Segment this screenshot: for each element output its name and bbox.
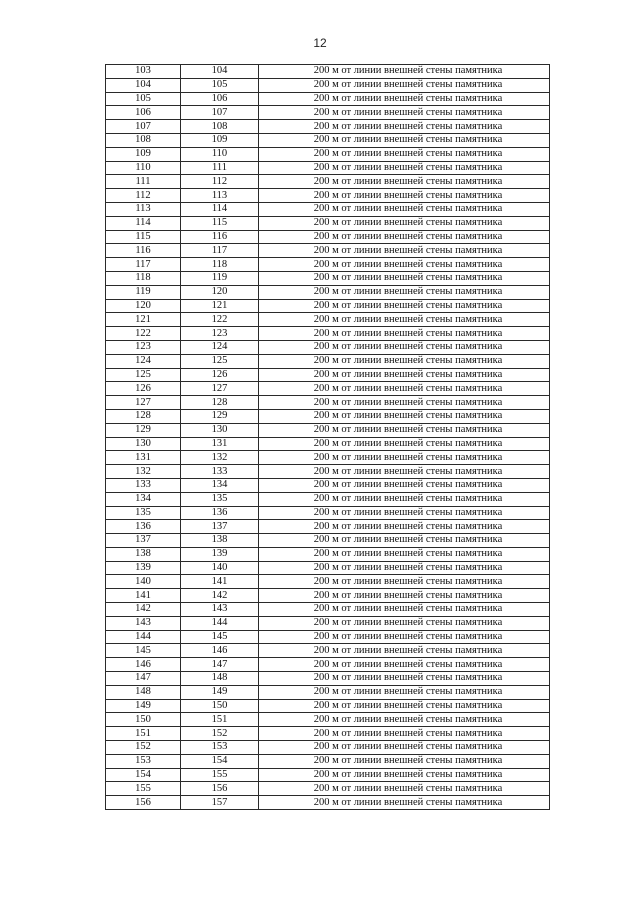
description-cell: 200 м от линии внешней стены памятника: [259, 492, 550, 506]
from-point-cell: 151: [106, 727, 181, 741]
to-point-cell: 147: [181, 658, 259, 672]
to-point-cell: 140: [181, 561, 259, 575]
to-point-cell: 132: [181, 451, 259, 465]
from-point-cell: 130: [106, 437, 181, 451]
to-point-cell: 105: [181, 78, 259, 92]
description-cell: 200 м от линии внешней стены памятника: [259, 120, 550, 134]
to-point-cell: 127: [181, 382, 259, 396]
description-cell: 200 м от линии внешней стены памятника: [259, 534, 550, 548]
table-row: [106, 741, 550, 755]
description-cell: 200 м от линии внешней стены памятника: [259, 589, 550, 603]
from-point-cell: 117: [106, 258, 181, 272]
description-cell: 200 м от линии внешней стены памятника: [259, 575, 550, 589]
from-point-cell: 127: [106, 396, 181, 410]
to-point-cell: 118: [181, 258, 259, 272]
description-cell: 200 м от линии внешней стены памятника: [259, 244, 550, 258]
from-point-cell: 125: [106, 368, 181, 382]
table-row: [106, 492, 550, 506]
from-point-cell: 134: [106, 492, 181, 506]
to-point-cell: 150: [181, 699, 259, 713]
from-point-cell: 149: [106, 699, 181, 713]
table-row: [106, 644, 550, 658]
table-row: [106, 409, 550, 423]
from-point-cell: 144: [106, 630, 181, 644]
to-point-cell: 113: [181, 189, 259, 203]
to-point-cell: 144: [181, 616, 259, 630]
table-row: [106, 575, 550, 589]
to-point-cell: 116: [181, 230, 259, 244]
table-row: [106, 189, 550, 203]
description-cell: 200 м от линии внешней стены памятника: [259, 741, 550, 755]
table-row: [106, 727, 550, 741]
to-point-cell: 109: [181, 133, 259, 147]
description-cell: 200 м от линии внешней стены памятника: [259, 299, 550, 313]
description-cell: 200 м от линии внешней стены памятника: [259, 106, 550, 120]
from-point-cell: 111: [106, 175, 181, 189]
to-point-cell: 107: [181, 106, 259, 120]
table-row: [106, 175, 550, 189]
from-point-cell: 141: [106, 589, 181, 603]
description-cell: 200 м от линии внешней стены памятника: [259, 161, 550, 175]
from-point-cell: 142: [106, 603, 181, 617]
description-cell: 200 м от линии внешней стены памятника: [259, 65, 550, 79]
table-row: [106, 713, 550, 727]
description-cell: 200 м от линии внешней стены памятника: [259, 216, 550, 230]
table-row: [106, 133, 550, 147]
from-point-cell: 122: [106, 327, 181, 341]
from-point-cell: 115: [106, 230, 181, 244]
from-point-cell: 133: [106, 478, 181, 492]
to-point-cell: 156: [181, 782, 259, 796]
table-row: [106, 768, 550, 782]
from-point-cell: 154: [106, 768, 181, 782]
description-cell: 200 м от линии внешней стены памятника: [259, 396, 550, 410]
description-cell: 200 м от линии внешней стены памятника: [259, 189, 550, 203]
description-cell: 200 м от линии внешней стены памятника: [259, 685, 550, 699]
table-row: [106, 65, 550, 79]
description-cell: 200 м от линии внешней стены памятника: [259, 340, 550, 354]
from-point-cell: 103: [106, 65, 181, 79]
to-point-cell: 139: [181, 547, 259, 561]
to-point-cell: 120: [181, 285, 259, 299]
description-cell: 200 м от линии внешней стены памятника: [259, 451, 550, 465]
description-cell: 200 м от линии внешней стены памятника: [259, 506, 550, 520]
table-row: [106, 368, 550, 382]
to-point-cell: 146: [181, 644, 259, 658]
from-point-cell: 156: [106, 796, 181, 810]
description-cell: 200 м от линии внешней стены памятника: [259, 258, 550, 272]
table-row: [106, 603, 550, 617]
from-point-cell: 126: [106, 382, 181, 396]
from-point-cell: 121: [106, 313, 181, 327]
table-row: [106, 396, 550, 410]
description-cell: 200 м от линии внешней стены памятника: [259, 754, 550, 768]
to-point-cell: 111: [181, 161, 259, 175]
table-row: [106, 423, 550, 437]
from-point-cell: 150: [106, 713, 181, 727]
description-cell: 200 м от линии внешней стены памятника: [259, 603, 550, 617]
table-row: [106, 216, 550, 230]
description-cell: 200 м от линии внешней стены памятника: [259, 699, 550, 713]
description-cell: 200 м от линии внешней стены памятника: [259, 175, 550, 189]
description-cell: 200 м от линии внешней стены памятника: [259, 616, 550, 630]
table-row: [106, 299, 550, 313]
to-point-cell: 155: [181, 768, 259, 782]
from-point-cell: 140: [106, 575, 181, 589]
description-cell: 200 м от линии внешней стены памятника: [259, 658, 550, 672]
to-point-cell: 121: [181, 299, 259, 313]
description-cell: 200 м от линии внешней стены памятника: [259, 92, 550, 106]
table-row: [106, 244, 550, 258]
table-row: [106, 520, 550, 534]
description-cell: 200 м от линии внешней стены памятника: [259, 727, 550, 741]
to-point-cell: 117: [181, 244, 259, 258]
to-point-cell: 133: [181, 465, 259, 479]
table-row: [106, 271, 550, 285]
from-point-cell: 105: [106, 92, 181, 106]
to-point-cell: 124: [181, 340, 259, 354]
to-point-cell: 128: [181, 396, 259, 410]
table-row: [106, 202, 550, 216]
table-row: [106, 147, 550, 161]
table-row: [106, 354, 550, 368]
to-point-cell: 122: [181, 313, 259, 327]
from-point-cell: 137: [106, 534, 181, 548]
to-point-cell: 141: [181, 575, 259, 589]
to-point-cell: 135: [181, 492, 259, 506]
description-cell: 200 м от линии внешней стены памятника: [259, 672, 550, 686]
table-row: [106, 796, 550, 810]
table-row: [106, 699, 550, 713]
description-cell: 200 м от линии внешней стены памятника: [259, 520, 550, 534]
boundary-points-table: [105, 64, 550, 810]
from-point-cell: 148: [106, 685, 181, 699]
from-point-cell: 120: [106, 299, 181, 313]
table-row: [106, 534, 550, 548]
table-row: [106, 506, 550, 520]
description-cell: 200 м от линии внешней стены памятника: [259, 713, 550, 727]
to-point-cell: 131: [181, 437, 259, 451]
from-point-cell: 132: [106, 465, 181, 479]
description-cell: 200 м от линии внешней стены памятника: [259, 382, 550, 396]
from-point-cell: 113: [106, 202, 181, 216]
description-cell: 200 м от линии внешней стены памятника: [259, 368, 550, 382]
to-point-cell: 148: [181, 672, 259, 686]
from-point-cell: 129: [106, 423, 181, 437]
to-point-cell: 134: [181, 478, 259, 492]
description-cell: 200 м от линии внешней стены памятника: [259, 547, 550, 561]
table-row: [106, 754, 550, 768]
description-cell: 200 м от линии внешней стены памятника: [259, 768, 550, 782]
from-point-cell: 119: [106, 285, 181, 299]
to-point-cell: 114: [181, 202, 259, 216]
from-point-cell: 131: [106, 451, 181, 465]
to-point-cell: 136: [181, 506, 259, 520]
from-point-cell: 107: [106, 120, 181, 134]
description-cell: 200 м от линии внешней стены памятника: [259, 327, 550, 341]
from-point-cell: 145: [106, 644, 181, 658]
table-row: [106, 437, 550, 451]
from-point-cell: 139: [106, 561, 181, 575]
from-point-cell: 135: [106, 506, 181, 520]
description-cell: 200 м от линии внешней стены памятника: [259, 202, 550, 216]
to-point-cell: 153: [181, 741, 259, 755]
table-row: [106, 630, 550, 644]
description-cell: 200 м от линии внешней стены памятника: [259, 409, 550, 423]
from-point-cell: 112: [106, 189, 181, 203]
table-row: [106, 120, 550, 134]
to-point-cell: 152: [181, 727, 259, 741]
table-row: [106, 685, 550, 699]
description-cell: 200 м от линии внешней стены памятника: [259, 423, 550, 437]
from-point-cell: 136: [106, 520, 181, 534]
to-point-cell: 138: [181, 534, 259, 548]
table-row: [106, 340, 550, 354]
description-cell: 200 м от линии внешней стены памятника: [259, 133, 550, 147]
description-cell: 200 м от линии внешней стены памятника: [259, 78, 550, 92]
from-point-cell: 124: [106, 354, 181, 368]
from-point-cell: 152: [106, 741, 181, 755]
description-cell: 200 м от линии внешней стены памятника: [259, 796, 550, 810]
description-cell: 200 м от линии внешней стены памятника: [259, 561, 550, 575]
description-cell: 200 м от линии внешней стены памятника: [259, 147, 550, 161]
table-row: [106, 782, 550, 796]
page-number: 12: [313, 36, 327, 50]
to-point-cell: 145: [181, 630, 259, 644]
table-row: [106, 327, 550, 341]
description-cell: 200 м от линии внешней стены памятника: [259, 644, 550, 658]
from-point-cell: 128: [106, 409, 181, 423]
table-row: [106, 161, 550, 175]
to-point-cell: 126: [181, 368, 259, 382]
table-row: [106, 258, 550, 272]
to-point-cell: 123: [181, 327, 259, 341]
from-point-cell: 146: [106, 658, 181, 672]
from-point-cell: 143: [106, 616, 181, 630]
table-row: [106, 561, 550, 575]
table-row: [106, 313, 550, 327]
to-point-cell: 151: [181, 713, 259, 727]
from-point-cell: 153: [106, 754, 181, 768]
to-point-cell: 149: [181, 685, 259, 699]
to-point-cell: 110: [181, 147, 259, 161]
from-point-cell: 123: [106, 340, 181, 354]
from-point-cell: 108: [106, 133, 181, 147]
to-point-cell: 129: [181, 409, 259, 423]
from-point-cell: 116: [106, 244, 181, 258]
table-row: [106, 547, 550, 561]
table-body: [106, 65, 550, 810]
to-point-cell: 143: [181, 603, 259, 617]
from-point-cell: 106: [106, 106, 181, 120]
to-point-cell: 106: [181, 92, 259, 106]
from-point-cell: 138: [106, 547, 181, 561]
to-point-cell: 154: [181, 754, 259, 768]
description-cell: 200 м от линии внешней стены памятника: [259, 285, 550, 299]
table-row: [106, 451, 550, 465]
description-cell: 200 м от линии внешней стены памятника: [259, 478, 550, 492]
table-row: [106, 672, 550, 686]
table-row: [106, 478, 550, 492]
to-point-cell: 125: [181, 354, 259, 368]
from-point-cell: 147: [106, 672, 181, 686]
to-point-cell: 112: [181, 175, 259, 189]
to-point-cell: 130: [181, 423, 259, 437]
table-row: [106, 616, 550, 630]
table-row: [106, 92, 550, 106]
from-point-cell: 155: [106, 782, 181, 796]
from-point-cell: 118: [106, 271, 181, 285]
table-row: [106, 106, 550, 120]
from-point-cell: 110: [106, 161, 181, 175]
table-row: [106, 589, 550, 603]
to-point-cell: 157: [181, 796, 259, 810]
to-point-cell: 137: [181, 520, 259, 534]
table-row: [106, 285, 550, 299]
to-point-cell: 104: [181, 65, 259, 79]
from-point-cell: 114: [106, 216, 181, 230]
description-cell: 200 м от линии внешней стены памятника: [259, 465, 550, 479]
to-point-cell: 108: [181, 120, 259, 134]
description-cell: 200 м от линии внешней стены памятника: [259, 271, 550, 285]
from-point-cell: 104: [106, 78, 181, 92]
table-row: [106, 465, 550, 479]
to-point-cell: 142: [181, 589, 259, 603]
description-cell: 200 м от линии внешней стены памятника: [259, 630, 550, 644]
description-cell: 200 м от линии внешней стены памятника: [259, 354, 550, 368]
to-point-cell: 119: [181, 271, 259, 285]
description-cell: 200 м от линии внешней стены памятника: [259, 230, 550, 244]
description-cell: 200 м от линии внешней стены памятника: [259, 313, 550, 327]
table-row: [106, 230, 550, 244]
table-row: [106, 382, 550, 396]
table-row: [106, 658, 550, 672]
description-cell: 200 м от линии внешней стены памятника: [259, 782, 550, 796]
description-cell: 200 м от линии внешней стены памятника: [259, 437, 550, 451]
table-row: [106, 78, 550, 92]
to-point-cell: 115: [181, 216, 259, 230]
from-point-cell: 109: [106, 147, 181, 161]
